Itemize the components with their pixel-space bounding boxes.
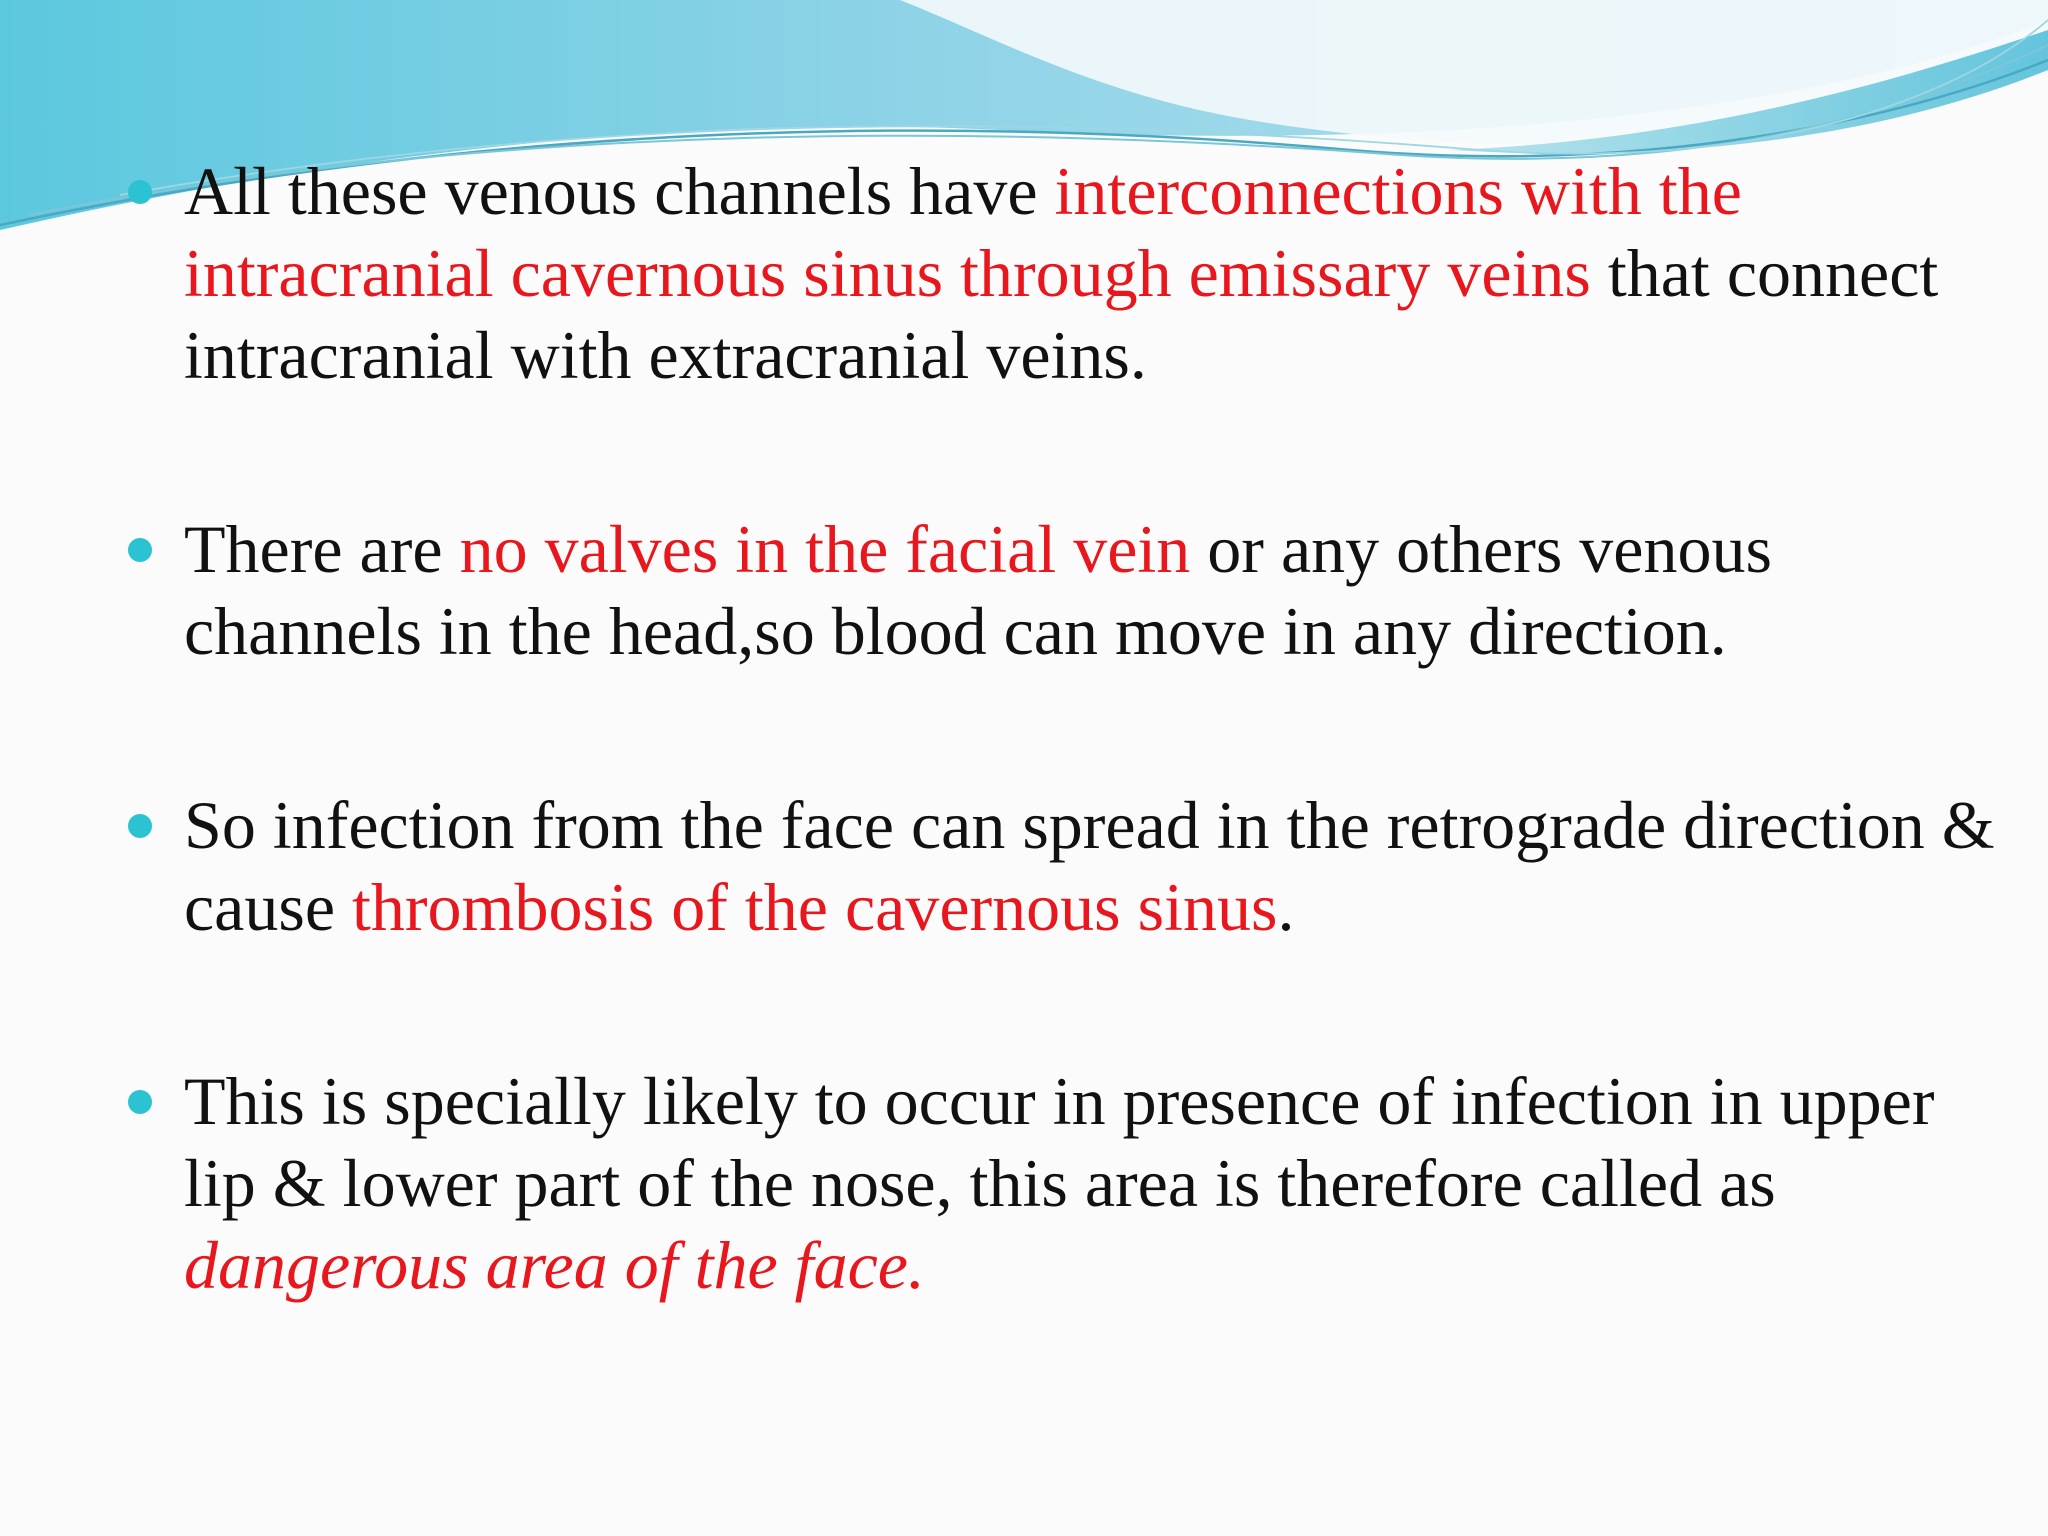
bullet-dot-icon	[128, 538, 152, 562]
bullet-text: There are	[184, 511, 460, 587]
bullet-item	[128, 1060, 2008, 1306]
bullet-item	[128, 150, 2008, 396]
bullet-dot-icon	[128, 814, 152, 838]
bullet-item	[128, 784, 2008, 948]
bullet-highlight: no valves in the facial vein	[459, 511, 1191, 587]
bullet-highlight: thrombosis of the cavernous sinus	[352, 869, 1278, 945]
bullet-highlight: interconnections with the intracranial cavernous sinus through emissary veins	[184, 153, 1742, 311]
bullet-item	[128, 508, 2008, 672]
bullet-text: .	[1277, 869, 1295, 945]
bullet-text: All these venous channels have	[184, 153, 1055, 229]
bullet-text: that connect intracranial with extracranial veins.	[184, 235, 1939, 393]
bullet-list	[128, 150, 2008, 1306]
bullet-text: This is specially likely to occur in presence of infection in upper lip & lower part of the nose, this area is therefore called as	[184, 1063, 1935, 1221]
bullet-highlight: dangerous area of the face.	[184, 1227, 925, 1303]
bullet-text: So infection from the face can spread in the retrograde direction & cause	[184, 787, 1995, 945]
bullet-dot-icon	[128, 1090, 152, 1114]
bullet-text: or any others venous channels in the head,so blood can move in any direction.	[184, 511, 1772, 669]
bullet-dot-icon	[128, 180, 152, 204]
